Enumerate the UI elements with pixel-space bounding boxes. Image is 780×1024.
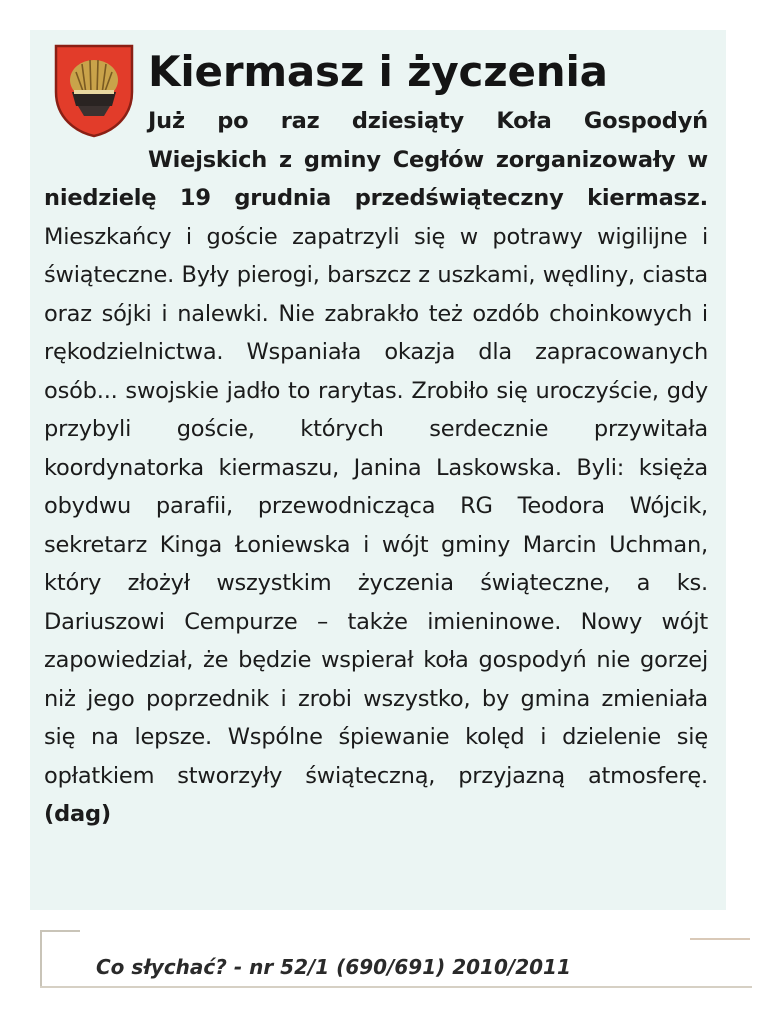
article-signature: (dag) (44, 801, 111, 827)
footer-frame-left (40, 930, 42, 986)
article-text (44, 102, 708, 834)
crest-spacer (44, 102, 148, 178)
footer-frame-right (690, 938, 750, 940)
issue-footer: Co słychać? - nr 52/1 (690/691) 2010/2011 (96, 955, 571, 979)
article-lead: Już po raz dziesiąty Koła Gospodyń Wiejskich z gminy Cegłów zorganizowały w niedzielę 19 grudnia przedświąteczny kiermasz. (44, 108, 708, 211)
footer-frame-top (40, 930, 80, 932)
footer-frame-bottom (40, 986, 752, 988)
article-body: Mieszkańcy i goście zapatrzyli się w potrawy wigilijne i świąteczne. Były pierogi, barszcz z uszkami, wędliny, ciasta oraz sójki i nalewki. Nie zabrakło też ozdób choinkowych i rękodzielnictwa. Wspaniała okazja dla zapracowanych osób... swojskie jadło to rarytas. Zrobiło się uroczyście, gdy przybyli goście, których serdecznie przywitała koordynatorka kiermaszu, Janina Laskowska. Byli: księża obydwu parafii, przewodnicząca RG Teodora Wójcik, sekretarz Kinga Łoniewska i wójt gminy Marcin Uchman, który złożył wszystkim życzenia świąteczne, a ks. Dariuszowi Cempurze – także imieninowe. Nowy wójt zapowiedział, że będzie wspierał koła gospodyń nie gorzej niż jego poprzednik i zrobi wszystko, by gmina zmieniała się na lepsze. Wspólne śpiewanie kolęd i dzielenie się opłatkiem stworzyły świąteczną, przyjazną atmosferę. (44, 223, 708, 789)
article-title: Kiermasz i życzenia (148, 47, 608, 96)
